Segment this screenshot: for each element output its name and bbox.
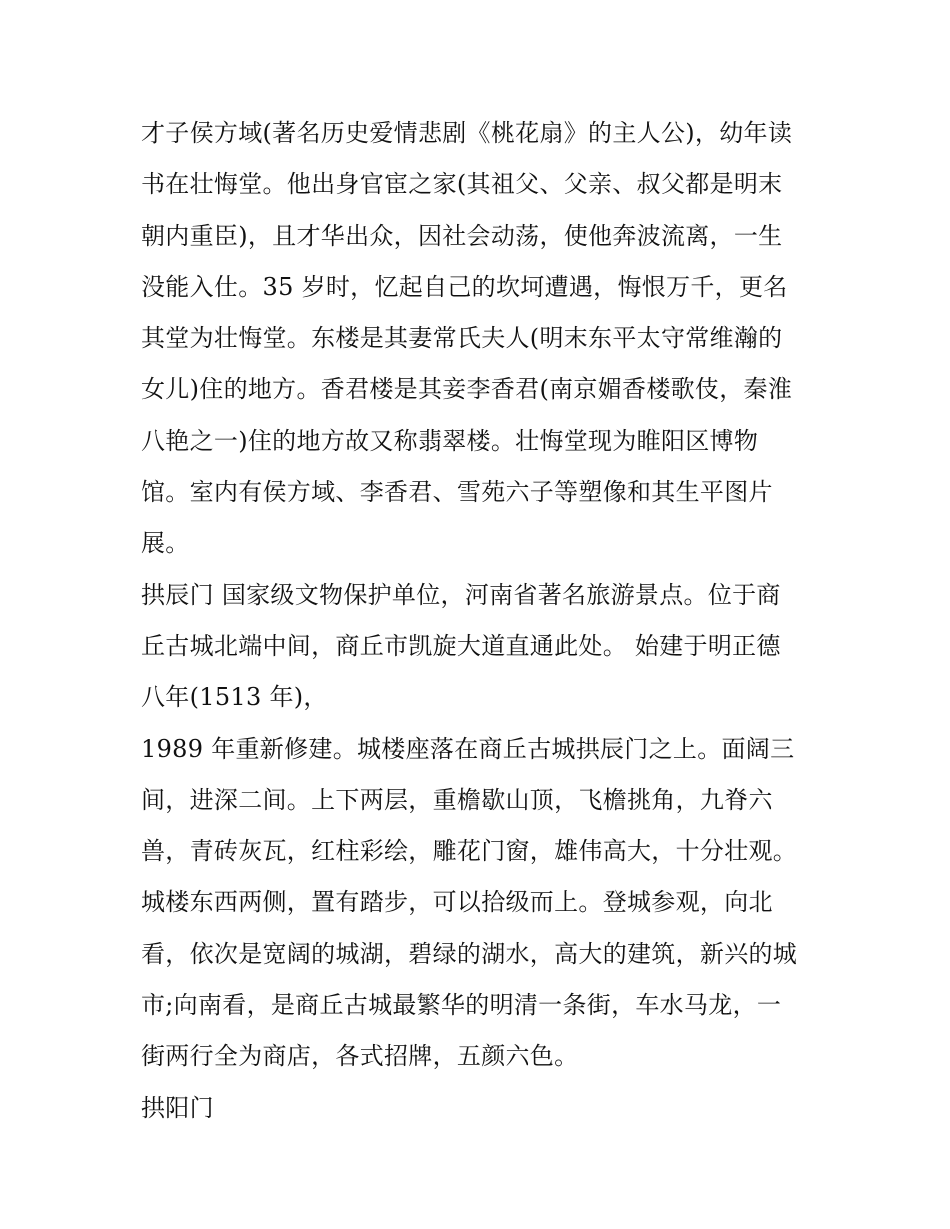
text-line: 其堂为壮悔堂。东楼是其妻常氏夫人(明末东平太守常维瀚的 bbox=[141, 324, 783, 353]
section-heading-gongchen-gate: 拱辰门 国家级文物保护单位，河南省著名旅游景点。位于商 bbox=[141, 580, 781, 609]
text-line: 馆。室内有侯方域、李香君、雪苑六子等塑像和其生平图片 bbox=[141, 478, 773, 507]
text-line: 才子侯方域(著名历史爱情悲剧《桃花扇》的主人公)，幼年读 bbox=[141, 119, 793, 147]
section-heading-gongyang-gate: 拱阳门 bbox=[141, 1093, 214, 1122]
text-line: 书在壮悔堂。他出身官宦之家(其祖父、父亲、叔父都是明末 bbox=[141, 170, 783, 199]
text-line: 八艳之一)住的地方故又称翡翠楼。壮悔堂现为睢阳区博物 bbox=[141, 426, 759, 455]
body-text bbox=[141, 108, 821, 1134]
text-line: 城楼东西两侧，置有踏步，可以拾级而上。登城参观，向北 bbox=[141, 888, 773, 917]
text-line: 间，进深二间。上下两层，重檐歇山顶，飞檐挑角，九脊六 bbox=[141, 785, 773, 814]
text-line: 兽，青砖灰瓦，红柱彩绘，雕花门窗，雄伟高大，十分壮观。 bbox=[141, 837, 798, 866]
text-line: 市;向南看，是商丘古城最繁华的明清一条街，车水马龙，一 bbox=[141, 991, 782, 1020]
text-line: 街两行全为商店，各式招牌，五颜六色。 bbox=[141, 1042, 579, 1071]
text-line: 1989 年重新修建。城楼座落在商丘古城拱辰门之上。面阔三 bbox=[141, 734, 795, 763]
text-line: 看，依次是宽阔的城湖，碧绿的湖水，高大的建筑，新兴的城 bbox=[141, 939, 798, 968]
text-line: 丘古城北端中间，商丘市凯旋大道直通此处。 始建于明正德 bbox=[141, 631, 781, 660]
text-line: 展。 bbox=[141, 529, 190, 558]
text-line: 女儿)住的地方。香君楼是其妾李香君(南京媚香楼歌伎，秦淮 bbox=[141, 375, 793, 404]
text-line: 八年(1513 年)， bbox=[141, 683, 328, 712]
text-line: 没能入仕。35 岁时，忆起自己的坎坷遭遇，悔恨万千，更名 bbox=[141, 272, 788, 301]
text-line: 朝内重臣)，且才华出众，因社会动荡，使他奔波流离，一生 bbox=[141, 221, 783, 250]
